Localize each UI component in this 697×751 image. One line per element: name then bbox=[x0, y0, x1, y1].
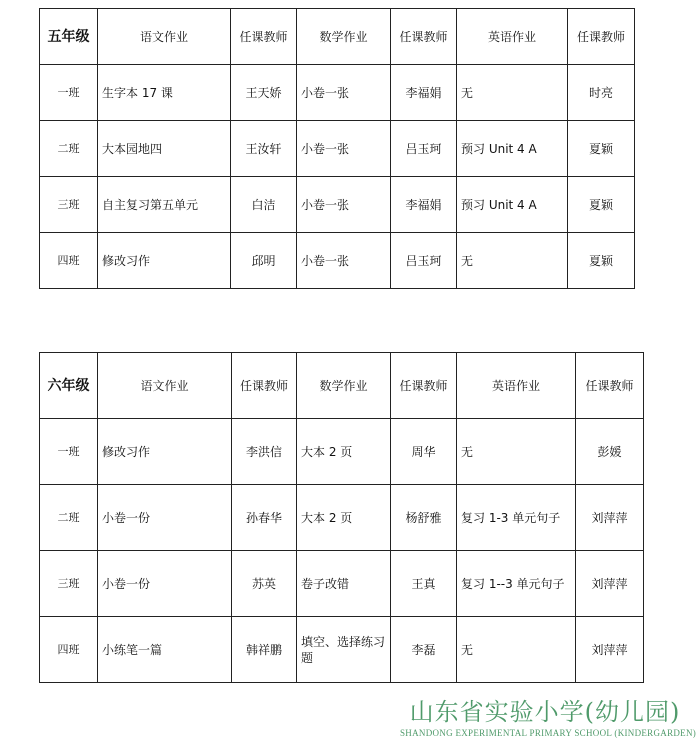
english-homework: 无 bbox=[457, 419, 576, 485]
table-row bbox=[40, 177, 635, 233]
english-teacher: 彭媛 bbox=[576, 419, 644, 485]
english-teacher-header: 任课教师 bbox=[568, 9, 635, 65]
math-teacher: 王真 bbox=[391, 551, 457, 617]
math-homework-header: 数学作业 bbox=[297, 9, 391, 65]
table-row bbox=[40, 121, 635, 177]
math-teacher-header: 任课教师 bbox=[391, 353, 457, 419]
chinese-teacher: 邱明 bbox=[231, 233, 297, 289]
math-teacher: 李福娟 bbox=[391, 65, 457, 121]
class-name: 二班 bbox=[40, 485, 98, 551]
math-teacher-header: 任课教师 bbox=[391, 9, 457, 65]
chinese-homework: 修改习作 bbox=[98, 419, 232, 485]
english-homework: 无 bbox=[457, 233, 568, 289]
table-row bbox=[40, 617, 644, 683]
math-teacher: 吕玉珂 bbox=[391, 233, 457, 289]
chinese-homework: 生字本 17 课 bbox=[98, 65, 231, 121]
chinese-teacher: 孙春华 bbox=[232, 485, 297, 551]
math-teacher: 李磊 bbox=[391, 617, 457, 683]
english-teacher: 时亮 bbox=[568, 65, 635, 121]
chinese-teacher: 王汝轩 bbox=[231, 121, 297, 177]
class-name: 一班 bbox=[40, 65, 98, 121]
school-logo bbox=[400, 697, 697, 739]
math-homework: 小卷一张 bbox=[297, 177, 391, 233]
math-homework: 大本 2 页 bbox=[297, 485, 391, 551]
chinese-homework: 大本园地四 bbox=[98, 121, 231, 177]
math-homework: 小卷一张 bbox=[297, 121, 391, 177]
math-teacher: 吕玉珂 bbox=[391, 121, 457, 177]
chinese-homework: 小练笔一篇 bbox=[98, 617, 232, 683]
grade5-homework-table bbox=[39, 8, 635, 289]
table-row bbox=[40, 419, 644, 485]
english-teacher-header: 任课教师 bbox=[576, 353, 644, 419]
math-teacher: 杨舒雅 bbox=[391, 485, 457, 551]
english-homework: 复习 1--3 单元句子 bbox=[457, 551, 576, 617]
math-homework: 小卷一张 bbox=[297, 65, 391, 121]
english-teacher: 刘萍萍 bbox=[576, 617, 644, 683]
grade6-homework-table bbox=[39, 352, 644, 683]
school-name-cn: 山东省实验小学(幼儿园) bbox=[409, 698, 681, 726]
chinese-homework: 修改习作 bbox=[98, 233, 231, 289]
table-header-row bbox=[40, 9, 635, 65]
chinese-teacher: 白洁 bbox=[231, 177, 297, 233]
chinese-teacher: 李洪信 bbox=[232, 419, 297, 485]
grade-label: 六年级 bbox=[40, 353, 98, 419]
table-row bbox=[40, 65, 635, 121]
math-homework: 小卷一张 bbox=[297, 233, 391, 289]
chinese-teacher: 韩祥鹏 bbox=[232, 617, 297, 683]
math-homework-header: 数学作业 bbox=[297, 353, 391, 419]
class-name: 四班 bbox=[40, 617, 98, 683]
class-name: 一班 bbox=[40, 419, 98, 485]
math-homework: 填空、选择练习题 bbox=[297, 617, 391, 683]
chinese-homework-header: 语文作业 bbox=[98, 353, 232, 419]
english-homework: 无 bbox=[457, 65, 568, 121]
chinese-teacher: 苏英 bbox=[232, 551, 297, 617]
english-homework: 无 bbox=[457, 617, 576, 683]
english-teacher: 刘萍萍 bbox=[576, 551, 644, 617]
math-homework: 卷子改错 bbox=[297, 551, 391, 617]
english-homework-header: 英语作业 bbox=[457, 353, 576, 419]
grade-label: 五年级 bbox=[40, 9, 98, 65]
english-teacher: 刘萍萍 bbox=[576, 485, 644, 551]
table-header-row bbox=[40, 353, 644, 419]
table-row bbox=[40, 551, 644, 617]
english-teacher: 夏颖 bbox=[568, 233, 635, 289]
class-name: 三班 bbox=[40, 177, 98, 233]
chinese-homework: 小卷一份 bbox=[98, 485, 232, 551]
class-name: 三班 bbox=[40, 551, 98, 617]
english-homework: 预习 Unit 4 A bbox=[457, 177, 568, 233]
table-row bbox=[40, 485, 644, 551]
chinese-homework-header: 语文作业 bbox=[98, 9, 231, 65]
class-name: 四班 bbox=[40, 233, 98, 289]
chinese-homework: 自主复习第五单元 bbox=[98, 177, 231, 233]
math-teacher: 周华 bbox=[391, 419, 457, 485]
chinese-teacher: 王天娇 bbox=[231, 65, 297, 121]
math-teacher: 李福娟 bbox=[391, 177, 457, 233]
class-name: 二班 bbox=[40, 121, 98, 177]
english-homework-header: 英语作业 bbox=[457, 9, 568, 65]
english-teacher: 夏颖 bbox=[568, 177, 635, 233]
english-homework: 预习 Unit 4 A bbox=[457, 121, 568, 177]
chinese-teacher-header: 任课教师 bbox=[232, 353, 297, 419]
table-row bbox=[40, 233, 635, 289]
chinese-homework: 小卷一份 bbox=[98, 551, 232, 617]
school-name-en: SHANDONG EXPERIMENTAL PRIMARY SCHOOL (KINDERGARDEN) bbox=[400, 728, 697, 738]
chinese-teacher-header: 任课教师 bbox=[231, 9, 297, 65]
english-homework: 复习 1-3 单元句子 bbox=[457, 485, 576, 551]
english-teacher: 夏颖 bbox=[568, 121, 635, 177]
math-homework: 大本 2 页 bbox=[297, 419, 391, 485]
